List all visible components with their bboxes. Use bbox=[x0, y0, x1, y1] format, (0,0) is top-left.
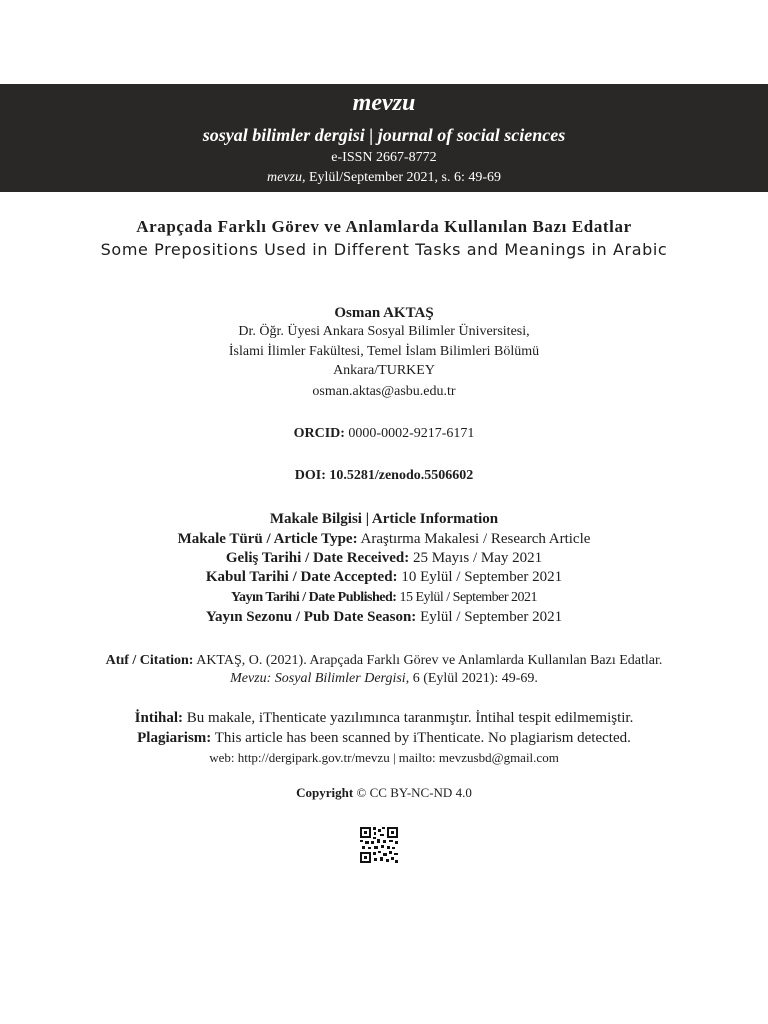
author-affiliation-1: Dr. Öğr. Üyesi Ankara Sosyal Bilimler Üniversitesi, bbox=[238, 324, 530, 339]
plagiarism-en-text: This article has been scanned by iThenticate. No plagiarism detected. bbox=[211, 730, 631, 746]
issn: e-ISSN 2667-8772 bbox=[331, 150, 437, 165]
web-contact-line[interactable]: web: http://dergipark.gov.tr/mevzu | mailto: mevzusbd@gmail.com bbox=[209, 750, 559, 765]
date-published-row bbox=[0, 590, 768, 606]
author-affiliation-2: İslami İlimler Fakültesi, Temel İslam Bilimleri Bölümü bbox=[228, 344, 540, 359]
journal-subtitle: sosyal bilimler dergisi | journal of social sciences bbox=[202, 125, 566, 145]
issue-details: Eylül/September 2021, s. 6: 49-69 bbox=[305, 170, 502, 185]
orcid bbox=[0, 426, 768, 442]
title-english: Some Prepositions Used in Different Tasks and Meanings in Arabic bbox=[100, 240, 668, 259]
article-type-label: Makale Türü / Article Type: bbox=[177, 531, 358, 547]
plagiarism-turkish bbox=[0, 710, 768, 727]
pub-season-row bbox=[0, 609, 768, 626]
date-received-row bbox=[0, 550, 768, 567]
orcid-value[interactable]: 0000-0002-9217-6171 bbox=[344, 426, 475, 441]
article-type-row bbox=[0, 531, 768, 548]
author-name: Osman AKTAŞ bbox=[334, 305, 434, 321]
citation bbox=[0, 652, 768, 688]
title-turkish: Arapçada Farklı Görev ve Anlamlarda Kullanılan Bazı Edatlar bbox=[136, 217, 632, 236]
date-received-value: 25 Mayıs / May 2021 bbox=[409, 550, 543, 566]
copyright-license: © CC BY-NC-ND 4.0 bbox=[353, 785, 472, 800]
date-published-value: 15 Eylül / September 2021 bbox=[396, 590, 538, 605]
article-type-value: Araştırma Makalesi / Research Article bbox=[357, 531, 591, 547]
author-affiliation-3: Ankara/TURKEY bbox=[333, 363, 435, 378]
date-accepted-label: Kabul Tarihi / Date Accepted: bbox=[205, 569, 398, 585]
journal-banner bbox=[0, 84, 768, 192]
date-received-label: Geliş Tarihi / Date Received: bbox=[225, 550, 410, 566]
citation-text-2: , 6 (Eylül 2021): 49-69. bbox=[405, 671, 538, 686]
qr-code-icon bbox=[360, 827, 398, 863]
date-published-label: Yayın Tarihi / Date Published: bbox=[230, 590, 397, 605]
journal-name: mevzu bbox=[352, 90, 416, 116]
doi[interactable]: DOI: 10.5281/zenodo.5506602 bbox=[294, 468, 474, 483]
citation-journal: Mevzu: Sosyal Bilimler Dergisi bbox=[230, 671, 406, 686]
citation-text-1: AKTAŞ, O. (2021). Arapçada Farklı Görev ve Anlamlarda Kullanılan Bazı Edatlar. bbox=[193, 653, 663, 668]
date-accepted-row bbox=[0, 569, 768, 586]
pub-season-label: Yayın Sezonu / Pub Date Season: bbox=[205, 609, 417, 625]
date-accepted-value: 10 Eylül / September 2021 bbox=[397, 569, 563, 585]
orcid-label: ORCID: bbox=[293, 426, 345, 441]
plagiarism-english bbox=[0, 730, 768, 747]
plagiarism-en-label: Plagiarism: bbox=[137, 730, 212, 746]
author-email[interactable]: osman.aktas@asbu.edu.tr bbox=[312, 384, 456, 399]
copyright bbox=[0, 785, 768, 801]
issue-journal: mevzu, bbox=[266, 170, 306, 185]
plagiarism-tr-label: İntihal: bbox=[134, 710, 184, 726]
issue-line bbox=[0, 170, 768, 186]
citation-label: Atıf / Citation: bbox=[105, 653, 194, 668]
copyright-label: Copyright bbox=[296, 785, 354, 800]
plagiarism-tr-text: Bu makale, iThenticate yazılımınca taranmıştır. İntihal tespit edilmemiştir. bbox=[183, 710, 634, 726]
article-info-heading: Makale Bilgisi | Article Information bbox=[269, 511, 499, 527]
pub-season-value: Eylül / September 2021 bbox=[416, 609, 563, 625]
